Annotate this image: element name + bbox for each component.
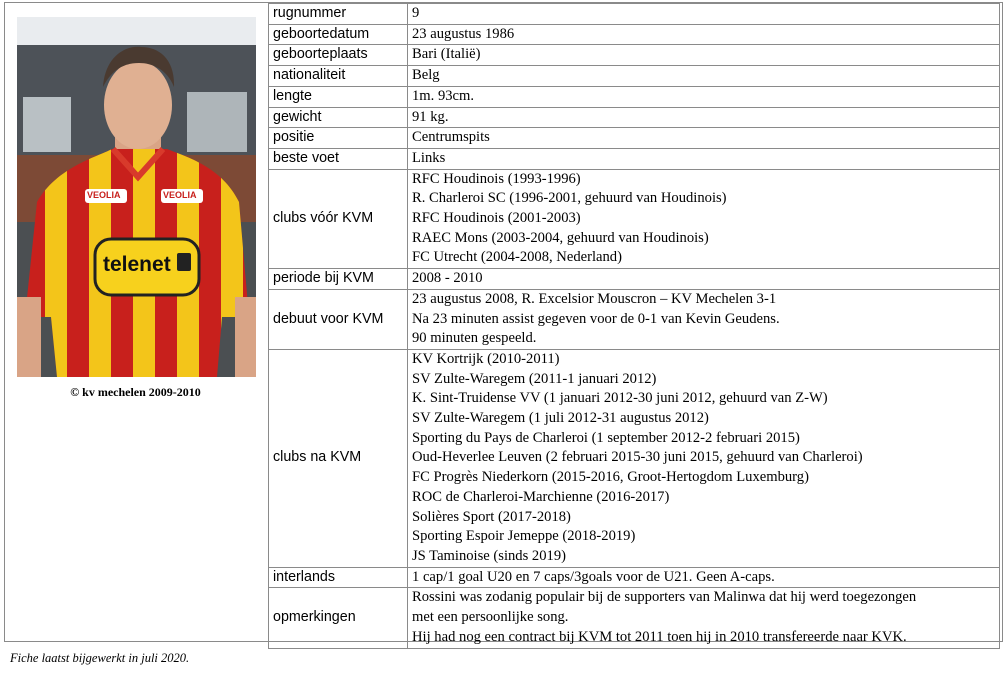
fiche-value-line: FC Utrecht (2004-2008, Nederland) [412, 249, 622, 266]
fiche-value-line: 1 cap/1 goal U20 en 7 caps/3goals voor de U21. Geen A-caps. [412, 568, 775, 585]
fiche-value-line: RFC Houdinois (2001-2003) [412, 210, 581, 227]
fiche-value-line: Centrumspits [412, 129, 490, 146]
fiche-value-line: Na 23 minuten assist gegeven voor de 0-1 van Kevin Geudens. [412, 310, 780, 327]
fiche-value [408, 567, 1000, 588]
fiche-row [269, 66, 1000, 87]
sponsor-small-left: VEOLIA [87, 190, 121, 200]
fiche-value-line: RFC Houdinois (1993-1996) [412, 170, 581, 187]
sponsor-small-right: VEOLIA [163, 190, 197, 200]
fiche-value-line: Sporting Espoir Jemeppe (2018-2019) [412, 528, 636, 545]
fiche-label: periode bij KVM [269, 269, 408, 290]
fiche-row [269, 86, 1000, 107]
footnote: Fiche laatst bijgewerkt in juli 2020. [10, 651, 190, 665]
fiche-label: gewicht [269, 107, 408, 128]
fiche-value [408, 66, 1000, 87]
fiche-value [408, 128, 1000, 149]
fiche-row [269, 289, 1000, 349]
fiche-value-line: Solières Sport (2017-2018) [412, 508, 571, 525]
fiche-value-line: K. Sint-Truidense VV (1 januari 2012-30 juni 2012, gehuurd van Z-W) [412, 390, 828, 407]
fiche-value-line: Links [412, 149, 446, 166]
fiche-value-line: ROC de Charleroi-Marchienne (2016-2017) [412, 488, 670, 505]
fiche-label: nationaliteit [269, 66, 408, 87]
fiche-row [269, 45, 1000, 66]
fiche-row [269, 567, 1000, 588]
fiche-row [269, 269, 1000, 290]
player-photo-illustration [17, 17, 256, 377]
fiche-label: clubs vóór KVM [269, 169, 408, 269]
fiche-row [269, 169, 1000, 269]
fiche-value-line: Rossini was zodanig populair bij de supporters van Malinwa dat hij werd toegezongen [412, 589, 917, 606]
fiche-value-line: SV Zulte-Waregem (1 juli 2012-31 augustus 2012) [412, 410, 709, 427]
fiche-value-line: R. Charleroi SC (1996-2001, gehuurd van Houdinois) [412, 190, 727, 207]
fiche-value-line: 90 minuten gespeeld. [412, 330, 537, 347]
fiche-label: geboorteplaats [269, 45, 408, 66]
fiche-row [269, 148, 1000, 169]
fiche-row [269, 128, 1000, 149]
fiche-row [269, 349, 1000, 567]
fiche-value-line: RAEC Mons (2003-2004, gehuurd van Houdinois) [412, 229, 709, 246]
fiche-value-line: 9 [412, 5, 420, 21]
fiche-value [408, 169, 1000, 269]
fiche-value [408, 269, 1000, 290]
shirt-sponsor: telenet [103, 253, 171, 276]
fiche-row [269, 4, 1000, 25]
fiche-label: geboortedatum [269, 24, 408, 45]
fiche-value-line: 23 augustus 2008, R. Excelsior Mouscron – KV Mechelen 3-1 [412, 290, 777, 307]
fiche-value-line: Oud-Heverlee Leuven (2 februari 2015-30 juni 2015, gehuurd van Charleroi) [412, 449, 863, 466]
fiche-value-line: JS Taminoise (sinds 2019) [412, 547, 566, 564]
fiche-value-line: Bari (Italië) [412, 46, 481, 63]
fiche-value-line: 23 augustus 1986 [412, 25, 515, 42]
fiche-label: debuut voor KVM [269, 289, 408, 349]
fiche-value [408, 289, 1000, 349]
player-photo [17, 17, 256, 377]
fiche-row [269, 107, 1000, 128]
photo-cell [5, 3, 266, 641]
fiche-value [408, 45, 1000, 66]
fiche-value [408, 24, 1000, 45]
fiche-value-line: Belg [412, 67, 440, 84]
fiche-value-line: SV Zulte-Waregem (2011-1 januari 2012) [412, 370, 657, 387]
fiche-value [408, 148, 1000, 169]
fiche-label: clubs na KVM [269, 349, 408, 567]
fiche-label: beste voet [269, 148, 408, 169]
fiche-label: opmerkingen [269, 588, 408, 648]
fiche-label: lengte [269, 86, 408, 107]
fiche-value-line: FC Progrès Niederkorn (2015-2016, Groot-Hertogdom Luxemburg) [412, 469, 809, 486]
fiche-value-line: 91 kg. [412, 108, 449, 125]
player-fiche-table [268, 3, 1000, 649]
fiche-value-line: 1m. 93cm. [412, 87, 475, 104]
photo-caption: © kv mechelen 2009-2010 [70, 385, 201, 399]
fiche-value [408, 588, 1000, 648]
fiche-label: interlands [269, 567, 408, 588]
fiche-value [408, 107, 1000, 128]
fiche-label: positie [269, 128, 408, 149]
fiche-row [269, 24, 1000, 45]
fiche-row [269, 588, 1000, 648]
fiche-value [408, 4, 1000, 25]
fiche-value [408, 86, 1000, 107]
fiche-value-line: 2008 - 2010 [412, 270, 483, 287]
fiche-value [408, 349, 1000, 567]
fiche-value-line: met een persoonlijke song. [412, 609, 569, 626]
fiche-value-line: Sporting du Pays de Charleroi (1 september 2012-2 februari 2015) [412, 429, 800, 446]
fiche-label: rugnummer [269, 4, 408, 25]
fiche-value-line: Hij had nog een contract bij KVM tot 2011 toen hij in 2010 transfereerde naar KVK. [412, 628, 907, 645]
fiche-value-line: KV Kortrijk (2010-2011) [412, 350, 560, 367]
